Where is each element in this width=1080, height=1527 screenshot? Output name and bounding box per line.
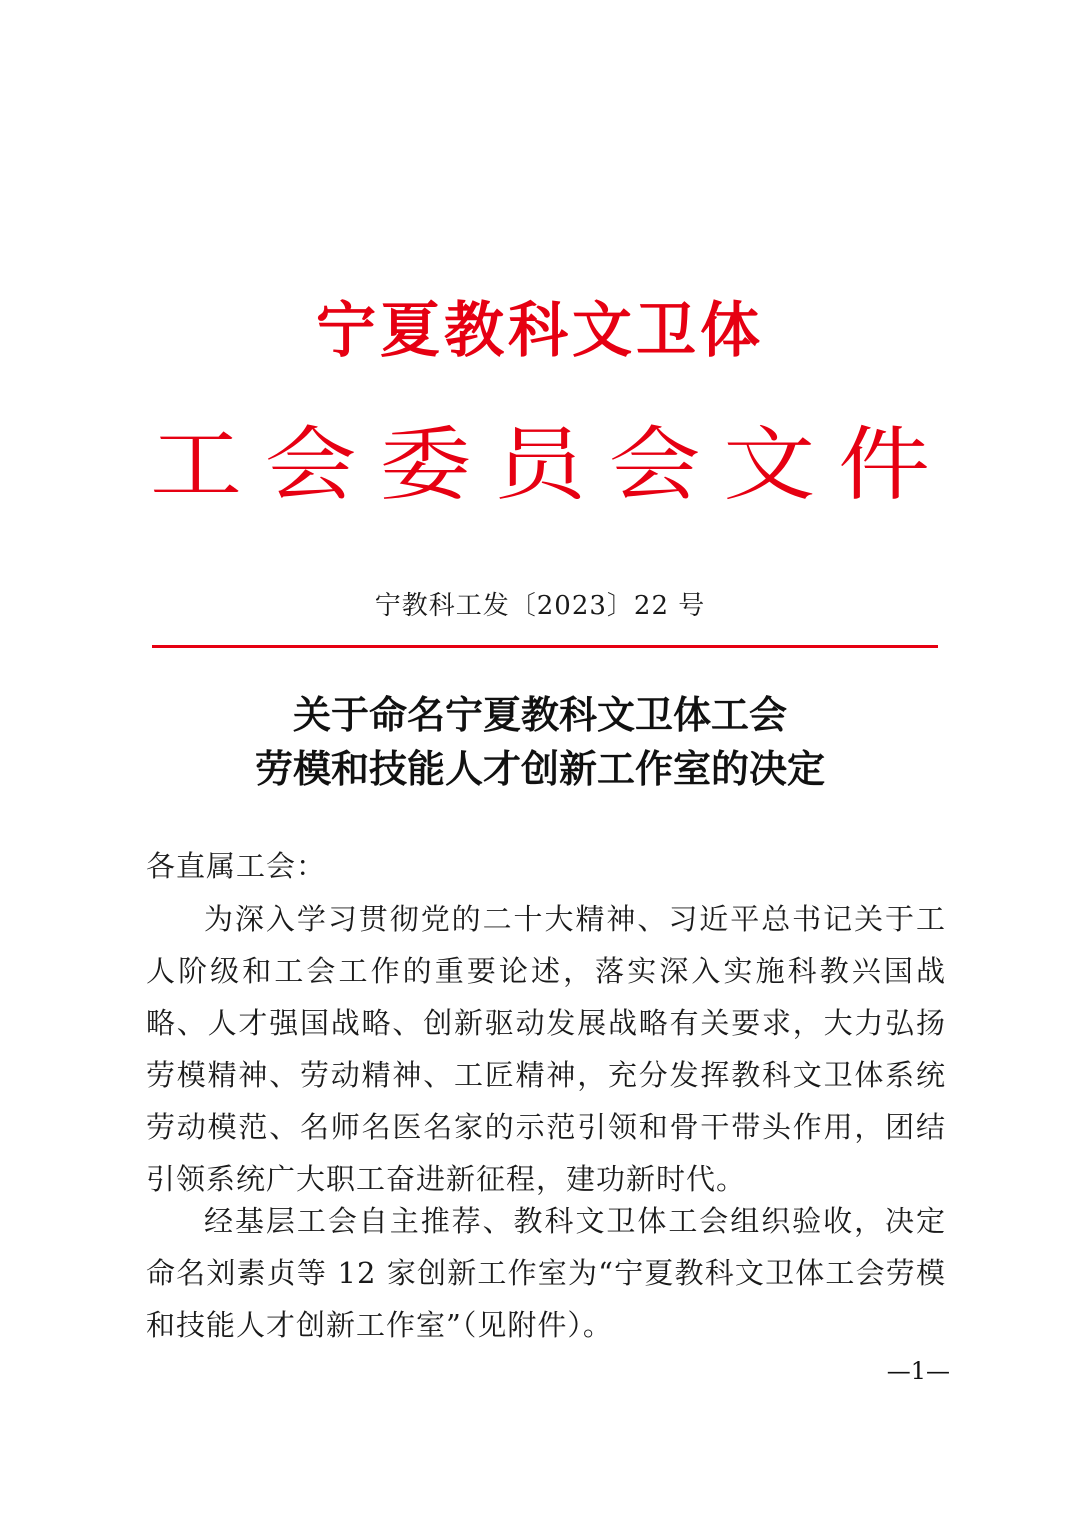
heading-char: 文 [723,417,816,512]
title-line-1: 关于命名宁夏教科文卫体工会 [292,692,787,737]
heading-char: 会 [608,417,701,512]
issuer-name: 宁夏教科文卫体 [316,296,764,366]
document-number: 宁教科工发〔2023〕22 号 [374,591,706,621]
paragraph-2 [146,1195,946,1351]
paragraph-1-text: 为深入学习贯彻党的二十大精神、习近平总书记关于工人阶级和工会工作的重要论述，落实深入实施科教兴国战略、人才强国战略、创新驱动发展战略有关要求，大力弘扬劳模精神、劳动精神、工匠精神，充分发挥教科文卫体系统劳动模范、名师名医名家的示范引领和骨干带头作用，团结引领系统广大职工奋进新征程，建功新时代。 [146,902,946,1196]
heading-char: 工 [150,417,243,512]
salutation: 各直属工会： [146,849,327,883]
document-title [0,688,1080,796]
heading-char: 件 [837,417,930,512]
red-divider [152,645,938,648]
heading-char: 员 [493,417,586,512]
paragraph-2-text: 经基层工会自主推荐、教科文卫体工会组织验收，决定命名刘素贞等 12 家创新工作室为“宁夏教科文卫体工会劳模和技能人才创新工作室”（见附件）。 [146,1204,946,1342]
title-line-2: 劳模和技能人才创新工作室的决定 [254,746,825,791]
page-number: —1— [886,1357,950,1385]
issuer-document-heading [150,410,930,520]
paragraph-1 [146,893,946,1205]
heading-char: 会 [264,417,357,512]
heading-char: 委 [379,417,472,512]
